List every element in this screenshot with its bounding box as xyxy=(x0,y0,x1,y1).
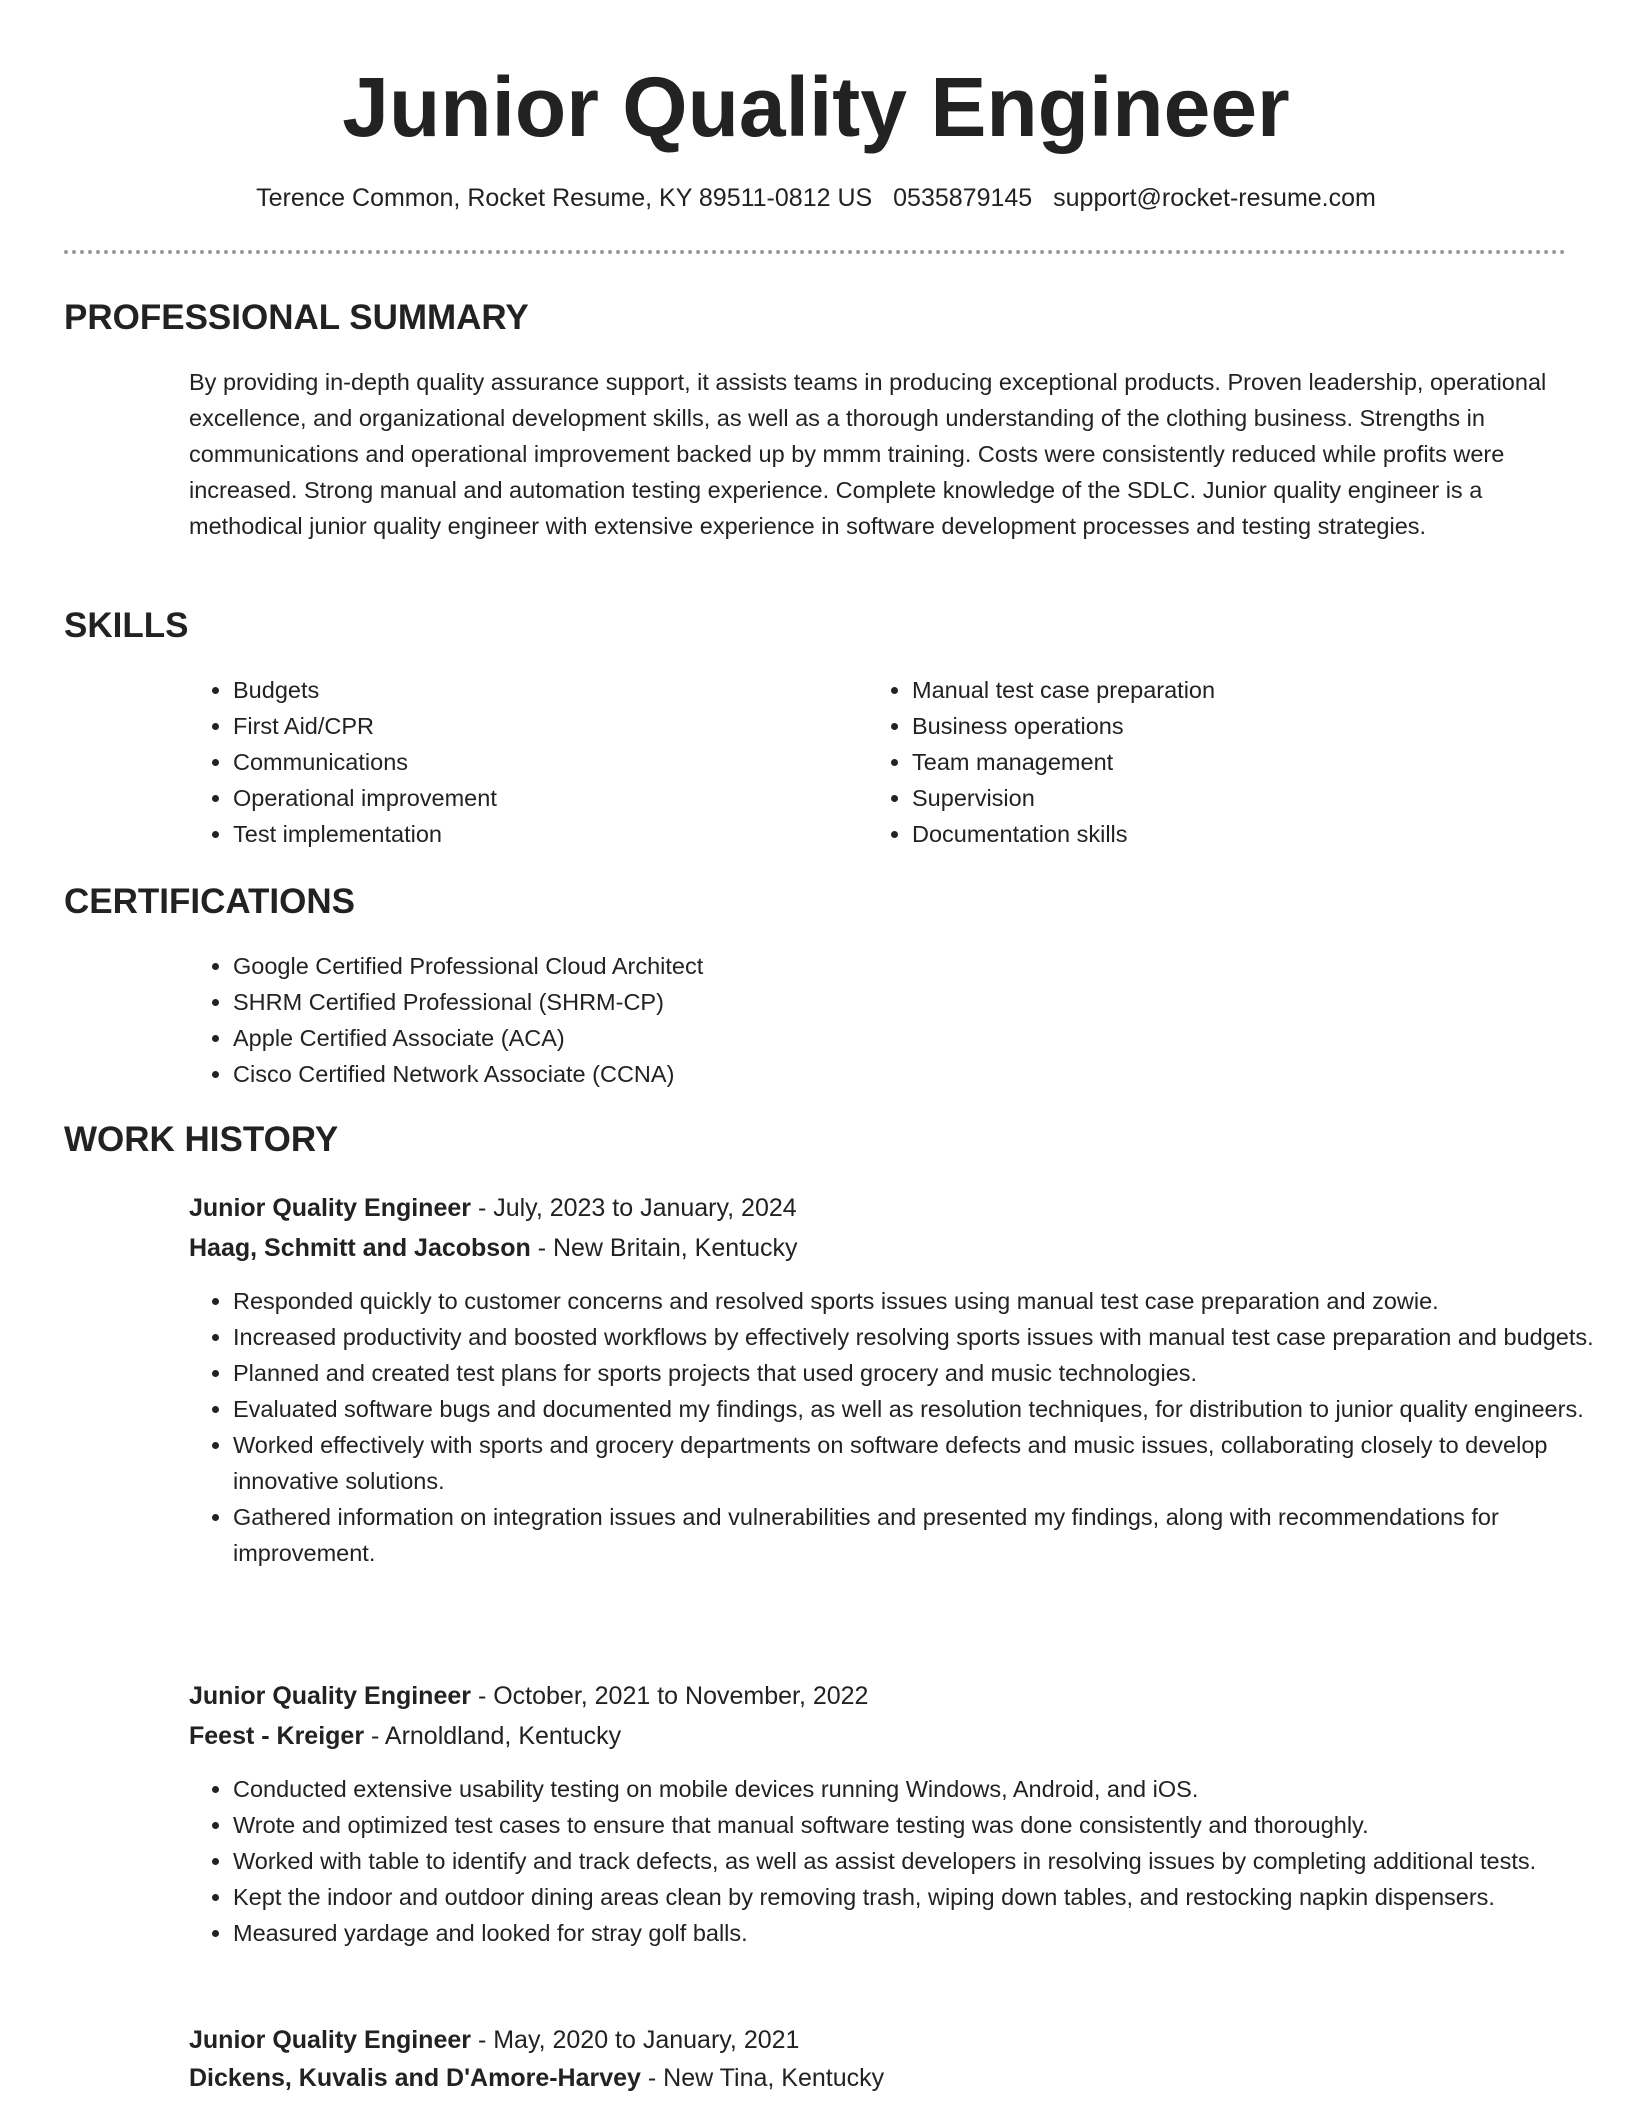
skill-item: • Manual test case preparation xyxy=(912,672,1572,708)
job-bullet: • Evaluated software bugs and documented my findings, as well as resolution techniques, for distribution to junior quality engineers. xyxy=(233,1391,1608,1427)
job-company-line xyxy=(189,1716,621,1756)
skill-item: • Communications xyxy=(233,744,853,780)
job-bullets xyxy=(189,1771,1608,1951)
skill-item: • Team management xyxy=(912,744,1572,780)
skills-heading: SKILLS xyxy=(64,606,189,645)
summary-text: By providing in-depth quality assurance support, it assists teams in producing exceptional products. Proven leadership, operational excellence, and organizational development skills, as well as a thorough understanding of the clothing business. Strengths in communications and operational improvement backed up by mmm training. Costs were consistently reduced while profits were increased. Strong manual and automation testing experience. Complete knowledge of the SDLC. Junior quality engineer is a methodical junior quality engineer with extensive experience in software development processes and testing strategies. xyxy=(189,369,1547,539)
certifications-heading: CERTIFICATIONS xyxy=(64,882,356,921)
job-location: - Arnoldland, Kentucky xyxy=(364,1722,622,1750)
certifications-list xyxy=(189,948,1533,1092)
job-title-line xyxy=(189,2020,799,2060)
job-title-line xyxy=(189,1188,797,1228)
job-dates: - May, 2020 to January, 2021 xyxy=(471,2026,800,2054)
job-bullet: • Conducted extensive usability testing on mobile devices running Windows, Android, and iOS. xyxy=(233,1771,1608,1807)
job-company: Dickens, Kuvalis and D'Amore-Harvey xyxy=(189,2064,641,2092)
skill-item: • Operational improvement xyxy=(233,780,853,816)
job-company: Feest - Kreiger xyxy=(189,1722,365,1750)
job-bullet: • Kept the indoor and outdoor dining areas clean by removing trash, wiping down tables, and restocking napkin dispensers. xyxy=(233,1879,1608,1915)
job-bullet: • Measured yardage and looked for stray golf balls. xyxy=(233,1915,1608,1951)
job-bullet: • Increased productivity and boosted workflows by effectively resolving sports issues with manual test case preparation and budgets. xyxy=(233,1319,1608,1355)
job-bullet: • Planned and created test plans for sports projects that used grocery and music technologies. xyxy=(233,1355,1608,1391)
certification-item: • Cisco Certified Network Associate (CCNA) xyxy=(233,1056,1533,1092)
skill-item: • Documentation skills xyxy=(912,816,1572,852)
job-bullet: • Worked with table to identify and track defects, as well as assist developers in resolving issues by completing additional tests. xyxy=(233,1843,1608,1879)
resume-title: Junior Quality Engineer xyxy=(342,60,1290,154)
job-location: - New Britain, Kentucky xyxy=(530,1234,798,1262)
skills-list-left xyxy=(189,672,853,852)
job-company: Haag, Schmitt and Jacobson xyxy=(189,1234,531,1262)
skill-item: • Budgets xyxy=(233,672,853,708)
job-company-line xyxy=(189,2058,884,2098)
certification-item: • SHRM Certified Professional (SHRM-CP) xyxy=(233,984,1533,1020)
skills-list-right xyxy=(868,672,1572,852)
job-role: Junior Quality Engineer xyxy=(189,1194,471,1222)
job-bullet: • Worked effectively with sports and grocery departments on software defects and music issues, collaborating closely to develop innovative solutions. xyxy=(233,1427,1608,1499)
job-bullet: • Gathered information on integration issues and vulnerabilities and presented my findings, along with recommendations for improvement. xyxy=(233,1499,1608,1571)
skill-item: • First Aid/CPR xyxy=(233,708,853,744)
header-divider xyxy=(64,250,1566,254)
certification-item: • Apple Certified Associate (ACA) xyxy=(233,1020,1533,1056)
job-bullet: • Responded quickly to customer concerns and resolved sports issues using manual test case preparation and zowie. xyxy=(233,1283,1608,1319)
skill-item: • Supervision xyxy=(912,780,1572,816)
job-dates: - July, 2023 to January, 2024 xyxy=(471,1194,797,1222)
job-bullet: • Wrote and optimized test cases to ensure that manual software testing was done consistently and thoroughly. xyxy=(233,1807,1608,1843)
contact-line xyxy=(0,180,1632,216)
contact-phone: 0535879145 xyxy=(893,184,1033,212)
job-role: Junior Quality Engineer xyxy=(189,2026,471,2054)
job-title-line xyxy=(189,1676,868,1716)
skill-item: • Test implementation xyxy=(233,816,853,852)
job-bullets xyxy=(189,1283,1608,1571)
contact-email: support@rocket-resume.com xyxy=(1053,184,1376,212)
job-role: Junior Quality Engineer xyxy=(189,1682,471,1710)
summary-heading: PROFESSIONAL SUMMARY xyxy=(64,298,529,337)
contact-address: Terence Common, Rocket Resume, KY 89511-0812 US xyxy=(256,184,873,212)
work-history-heading: WORK HISTORY xyxy=(64,1120,339,1159)
job-dates: - October, 2021 to November, 2022 xyxy=(471,1682,869,1710)
job-company-line xyxy=(189,1228,798,1268)
job-location: - New Tina, Kentucky xyxy=(640,2064,885,2092)
certification-item: • Google Certified Professional Cloud Architect xyxy=(233,948,1533,984)
skill-item: • Business operations xyxy=(912,708,1572,744)
